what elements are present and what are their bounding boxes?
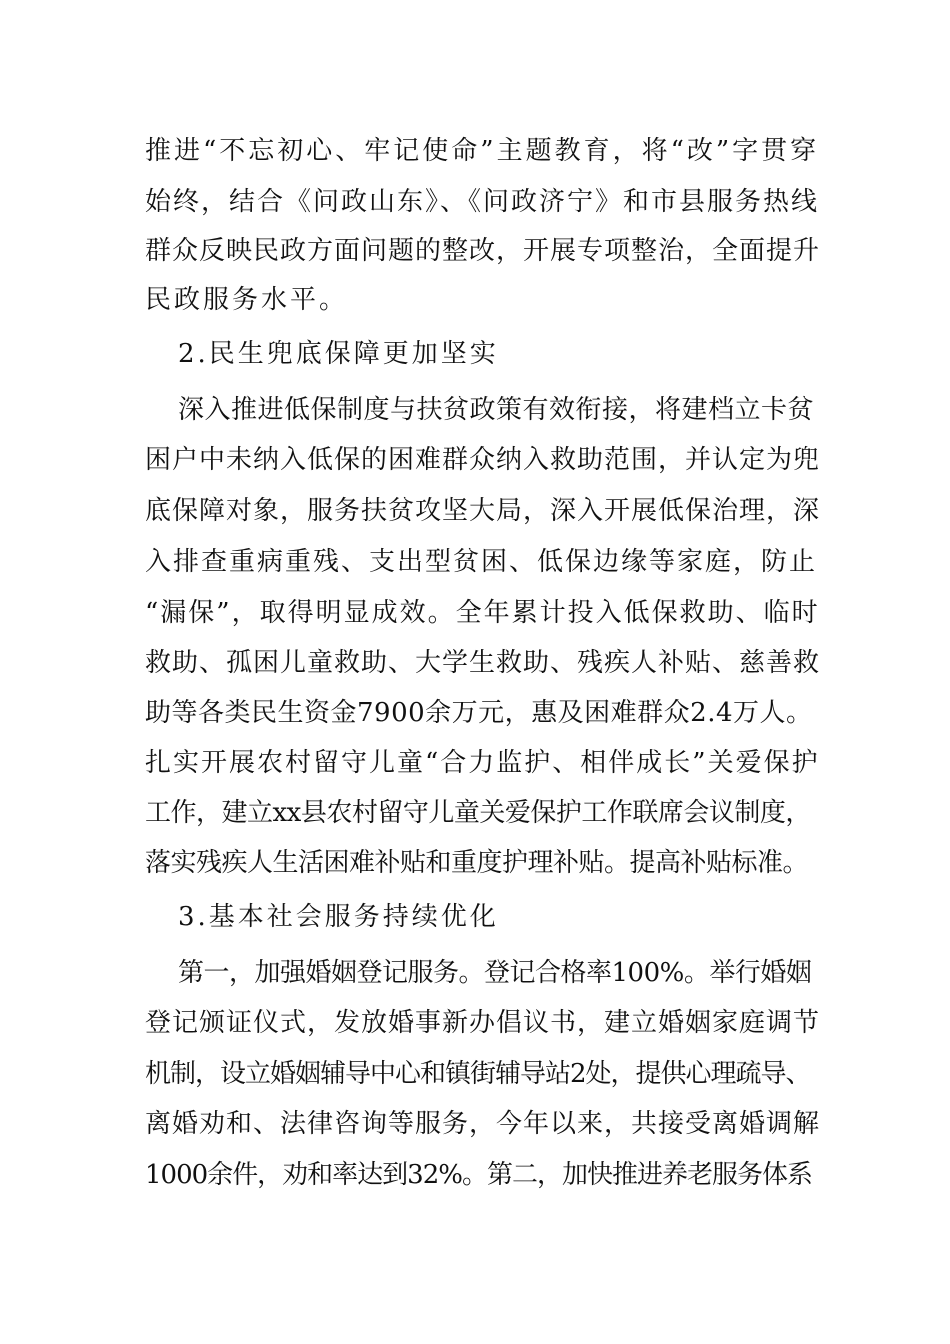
- section-heading: 2.民生兜底保障更加坚实: [178, 339, 499, 369]
- text-line: 深入推进低保制度与扶贫政策有效衔接，将建档立卡贫: [178, 395, 815, 425]
- text-line: 底保障对象，服务扶贫攻坚大局，深入开展低保治理，深: [145, 496, 821, 526]
- text-line: 扎实开展农村留守儿童“合力监护、相伴成长”关爱保护: [145, 748, 820, 778]
- text-line: “漏保”，取得明显成效。全年累计投入低保救助、临时: [145, 598, 820, 628]
- text-line: 工作，建立xx县农村留守儿童关爱保护工作联席会议制度，: [145, 798, 811, 828]
- text-line: 入排查重病重残、支出型贫困、低保边缘等家庭，防止: [145, 547, 818, 577]
- text-line: 救助、孤困儿童救助、大学生救助、残疾人补贴、慈善救: [145, 648, 821, 678]
- text-line: 离婚劝和、法律咨询等服务，今年以来，共接受离婚调解: [145, 1109, 821, 1139]
- text-line: 始终，结合《问政山东》、《问政济宁》和市县服务热线: [145, 187, 820, 217]
- text-line: 助等各类民生资金7900余万元，惠及困难群众2.4万人。: [145, 698, 813, 728]
- text-line: 推进“不忘初心、牢记使命”主题教育，将“改”字贯穿: [145, 136, 820, 166]
- text-line: 1000余件，劝和率达到32%。第二，加快推进养老服务体系: [145, 1160, 812, 1190]
- text-line: 困户中未纳入低保的困难群众纳入救助范围，并认定为兜: [145, 445, 821, 475]
- text-line: 落实残疾人生活困难补贴和重度护理补贴。提高补贴标准。: [145, 848, 809, 878]
- text-line: 第一，加强婚姻登记服务。登记合格率100%。举行婚姻: [178, 958, 812, 988]
- text-line: 群众反映民政方面问题的整改，开展专项整治，全面提升: [145, 236, 821, 266]
- text-line: 民政服务水平。: [145, 285, 349, 315]
- section-heading: 3.基本社会服务持续优化: [178, 902, 499, 932]
- text-line: 机制，设立婚姻辅导中心和镇街辅导站2处，提供心理疏导、: [145, 1059, 811, 1089]
- text-line: 登记颁证仪式，发放婚事新办倡议书，建立婚姻家庭调节: [145, 1008, 821, 1038]
